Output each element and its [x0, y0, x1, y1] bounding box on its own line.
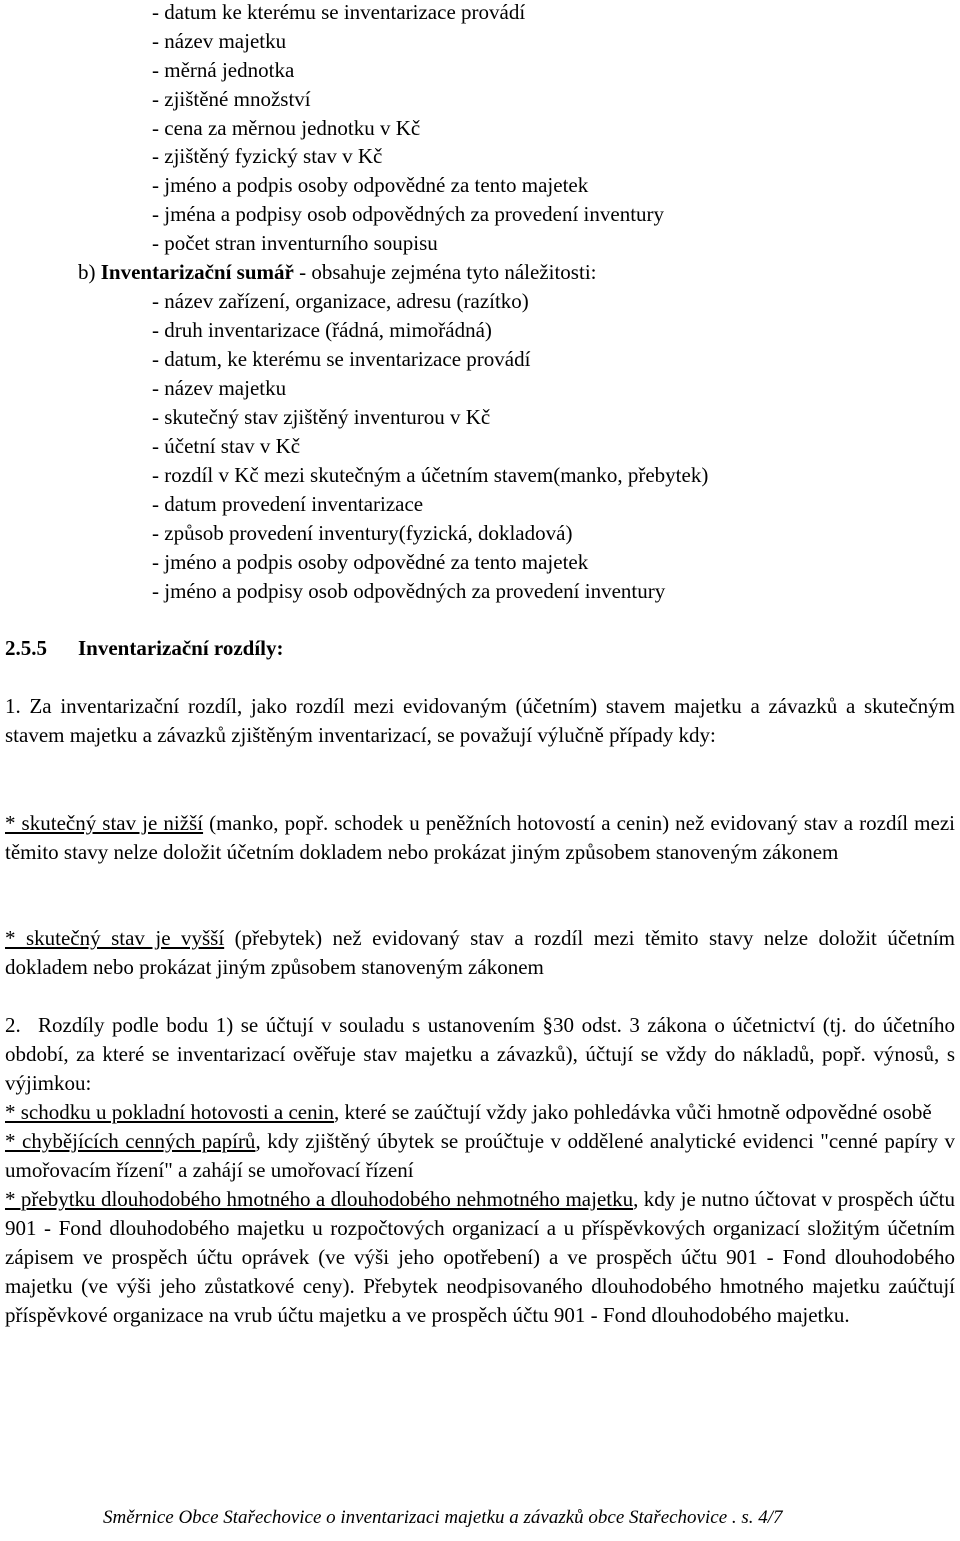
exception-item	[5, 1098, 955, 1127]
section-number: 2.5.5	[5, 636, 47, 660]
item-higher-state	[5, 924, 955, 982]
section-b-title: Inventarizační sumář	[100, 260, 294, 284]
list-item: - měrná jednotka	[152, 58, 295, 82]
list-item: - jméno a podpisy osob odpovědných za provedení inventury	[152, 579, 666, 603]
exception-rest: , které se zaúčtují vždy jako pohledávka vůči hmotně odpovědné osobě	[333, 1100, 932, 1124]
list-item: - jméno a podpis osoby odpovědné za tento majetek	[152, 173, 589, 197]
exception-underlined: * schodku u pokladní hotovosti a cenin	[5, 1100, 334, 1124]
item-lower-state	[5, 809, 955, 867]
paragraph-2-number: 2.	[5, 1013, 21, 1037]
item-higher-underlined: * skutečný stav je vyšší	[5, 926, 225, 950]
list-item: - rozdíl v Kč mezi skutečným a účetním stavem(manko, přebytek)	[152, 463, 709, 487]
exception-item	[5, 1127, 955, 1185]
list-item: - zjištěný fyzický stav v Kč	[152, 144, 383, 168]
list-item: - druh inventarizace (řádná, mimořádná)	[152, 318, 492, 342]
section-b-heading	[78, 258, 596, 286]
list-item: - název majetku	[152, 376, 287, 400]
section-b-prefix: b)	[78, 260, 101, 284]
section-heading	[5, 636, 284, 661]
list-item: - cena za měrnou jednotku v Kč	[152, 116, 421, 140]
list-item: - počet stran inventurního soupisu	[152, 231, 438, 255]
list-item: - zjištěné množství	[152, 87, 311, 111]
list-item: - jméno a podpis osoby odpovědné za tento majetek	[152, 550, 589, 574]
page-footer: Směrnice Obce Stařechovice o inventarizaci majetku a závazků obce Stařechovice . s. 4/7	[103, 1507, 783, 1528]
item-higher-rest: (přebytek) než evidovaný stav a rozdíl mezi těmito stavy nelze doložit účetním dokladem nebo prokázat jiným způsobem stanoveným zákonem	[5, 926, 955, 979]
section-title: Inventarizační rozdíly:	[78, 636, 284, 660]
exception-underlined: * přebytku dlouhodobého hmotného a dlouhodobého nehmotného majetku	[5, 1187, 634, 1211]
item-lower-rest: (manko, popř. schodek u peněžních hotovostí a cenin) než evidovaný stav a rozdíl mezi těmito stavy nelze doložit účetním dokladem nebo prokázat jiným způsobem stanoveným zákonem	[5, 811, 955, 864]
section-b-suffix: - obsahuje zejména tyto náležitosti:	[293, 260, 597, 284]
exception-item	[5, 1185, 955, 1330]
item-lower-underlined: * skutečný stav je nižší	[5, 811, 204, 835]
exception-rest: , kdy je nutno účtovat v prospěch účtu 901 - Fond dlouhodobého majetku u rozpočtových organizací a u příspěvkových organizací složitým účetním zápisem ve prospěch účtu oprávek (ve výši jeho opotřebení) a ve prospěch účtu 901 - Fond dlouhodobého majetku (ve výši jeho zůstatkové ceny). Přebytek neodpisovaného dlouhodobého hmotného majetku zaúčtují příspěvkové organizace na vrub účtu majetku a ve prospěch účtu 901 - Fond dlouhodobého majetku.	[5, 1187, 955, 1327]
list-item: - způsob provedení inventury(fyzická, dokladová)	[152, 521, 573, 545]
paragraph-2	[5, 1011, 955, 1330]
list-item: - skutečný stav zjištěný inventurou v Kč	[152, 405, 491, 429]
list-item: - název majetku	[152, 29, 287, 53]
list-item: - datum ke kterému se inventarizace provádí	[152, 0, 526, 24]
paragraph-2-text: Rozdíly podle bodu 1) se účtují v souladu s ustanovením §30 odst. 3 zákona o účetnictví (tj. do účetního období, za které se inventarizací ověřuje stav majetku a závazků), účtují se vždy do nákladů, popř. výnosů, s výjimkou:	[5, 1013, 955, 1095]
list-item: - název zařízení, organizace, adresu (razítko)	[152, 289, 529, 313]
exception-rest: , kdy zjištěný úbytek se proúčtuje v oddělené analytické evidenci "cenné papíry v umořovacím řízení" a zahájí se umořovací řízení	[5, 1129, 955, 1182]
list-item: - datum provedení inventarizace	[152, 492, 424, 516]
list-item: - účetní stav v Kč	[152, 434, 301, 458]
list-item: - jména a podpisy osob odpovědných za provedení inventury	[152, 202, 665, 226]
list-item: - datum, ke kterému se inventarizace provádí	[152, 347, 531, 371]
paragraph-1	[5, 692, 955, 750]
paragraph-1-text: 1. Za inventarizační rozdíl, jako rozdíl mezi evidovaným (účetním) stavem majetku a závazků a skutečným stavem majetku a závazků zjištěným inventarizací, se považují výlučně případy kdy:	[5, 694, 955, 747]
exception-underlined: * chybějících cenných papírů	[5, 1129, 256, 1153]
